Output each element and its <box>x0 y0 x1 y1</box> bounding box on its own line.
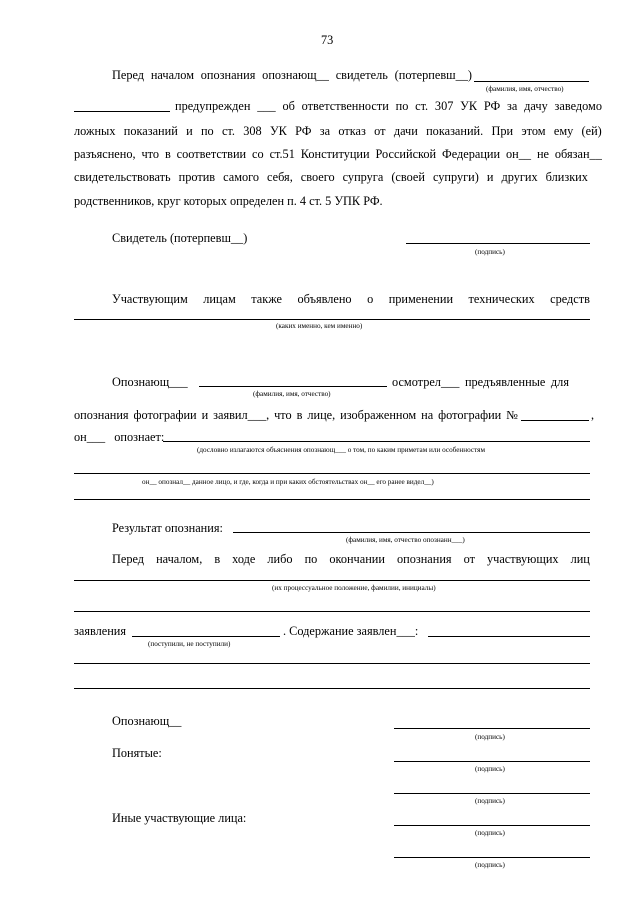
statements-field-1 <box>74 580 590 581</box>
word: При <box>491 124 514 138</box>
statements-received-field <box>132 636 280 637</box>
word: Перед <box>112 552 145 566</box>
word: от <box>463 552 475 566</box>
word: свидетельствовать <box>74 170 171 184</box>
word: супруги) <box>432 170 479 184</box>
technical-field <box>74 319 590 320</box>
word: Перед <box>112 68 145 82</box>
word: ___ <box>257 99 276 113</box>
word: УК <box>269 124 287 138</box>
word: в <box>214 552 221 566</box>
word: средств <box>550 292 590 306</box>
word: самого <box>223 170 260 184</box>
word: не <box>536 147 549 161</box>
word: об <box>282 99 295 113</box>
word: предупрежден <box>175 99 251 113</box>
examination-line-1-right <box>392 375 569 389</box>
witness-label: Свидетель (потерпевш__) <box>112 231 248 245</box>
statements-line <box>112 552 590 566</box>
word: опознания <box>74 408 129 422</box>
recognizes-field-3 <box>74 499 590 500</box>
word: Участвующим <box>112 292 188 306</box>
technical-line <box>112 292 590 306</box>
word: разъяснено, <box>74 147 136 161</box>
intro-line-5 <box>74 170 588 184</box>
word: ст.51 <box>269 147 295 161</box>
identifier-fio-field <box>199 386 387 387</box>
word: заведомо <box>554 99 602 113</box>
word: лице, <box>307 408 336 422</box>
other-2-signature-line <box>394 857 590 858</box>
word: РФ <box>295 124 312 138</box>
word: со <box>252 147 264 161</box>
word: и <box>201 408 209 422</box>
word: отказ <box>338 124 366 138</box>
word: этом <box>521 124 546 138</box>
word: других <box>501 170 538 184</box>
word: также <box>251 292 282 306</box>
word: № <box>506 408 518 422</box>
statements-label: заявления <box>74 624 127 638</box>
word: (ей) <box>581 124 602 138</box>
recognizes-field <box>163 441 590 442</box>
word: окончании <box>329 552 385 566</box>
word: за <box>507 99 518 113</box>
photo-number-comma: , <box>591 408 595 422</box>
fio-field-1 <box>474 81 589 82</box>
word: свидетель <box>335 68 388 82</box>
word: Федерации <box>442 147 501 161</box>
other-1-signature-caption: (подпись) <box>475 829 505 837</box>
word: обязан__ <box>554 147 602 161</box>
word: по <box>395 99 409 113</box>
statements-field-2 <box>74 611 590 612</box>
witness-2-signature-line <box>394 793 590 794</box>
word: по <box>200 124 214 138</box>
intro-line-4 <box>74 147 602 161</box>
intro-line-3 <box>74 124 602 138</box>
intro-line-2 <box>175 99 602 113</box>
statements-content-field-2 <box>74 663 590 664</box>
page-number: 73 <box>321 33 334 47</box>
word: Российской <box>375 147 437 161</box>
word: началом <box>150 68 194 82</box>
word: дачу <box>524 99 548 113</box>
word: осмотрел___ <box>392 375 460 389</box>
word: применении <box>388 292 454 306</box>
word: опознания <box>200 68 256 82</box>
word: началом, <box>156 552 203 566</box>
caption-verbatim: (дословно излагаются объяснения опознающ___ о том, по каким приметам или особенностям <box>197 446 485 454</box>
word: и <box>486 170 494 184</box>
result-field <box>233 532 590 533</box>
others-label: Иные участвующие лица: <box>112 811 247 825</box>
word: технических <box>468 292 535 306</box>
word: ст. <box>415 99 429 113</box>
intro-line-1 <box>112 68 472 82</box>
word: в <box>296 408 303 422</box>
word: опознающ__ <box>262 68 329 82</box>
result-caption: (фамилия, имя, отчество опознанн___) <box>346 536 465 544</box>
word: супруга <box>342 170 384 184</box>
statements-content-field <box>428 636 590 637</box>
witness-1-signature-caption: (подпись) <box>475 765 505 773</box>
word: себя, <box>267 170 293 184</box>
word: 308 <box>243 124 262 138</box>
word: участвующих <box>487 552 559 566</box>
witness-signature-line <box>406 243 590 244</box>
word: 307 <box>434 99 454 113</box>
word: либо <box>267 552 293 566</box>
word: дачи <box>393 124 418 138</box>
word: (своей <box>391 170 425 184</box>
word: РФ <box>483 99 501 113</box>
word: что <box>274 408 292 422</box>
other-1-signature-line <box>394 825 590 826</box>
identifier-signature-line <box>394 728 590 729</box>
witness-signature-caption: (подпись) <box>475 248 505 256</box>
word: опознания <box>396 552 452 566</box>
witnesses-label: Понятые: <box>112 746 162 760</box>
word: ходе <box>232 552 256 566</box>
word: (потерпевш__) <box>394 68 472 82</box>
word: ложных <box>74 124 116 138</box>
word: предъявленные <box>464 375 546 389</box>
intro-line-6: родственников, круг которых определен п. 4 ст. 5 УПК РФ. <box>74 194 383 208</box>
word: он__ <box>506 147 532 161</box>
word: о <box>367 292 374 306</box>
word: ему <box>553 124 574 138</box>
technical-caption: (каких именно, кем именно) <box>276 322 363 330</box>
word: лиц <box>570 552 590 566</box>
word: объявлено <box>297 292 352 306</box>
word: на <box>421 408 434 422</box>
word: фотографии <box>133 408 197 422</box>
word: УК <box>460 99 478 113</box>
word: близких <box>545 170 588 184</box>
word: от <box>374 124 386 138</box>
word: и <box>186 124 193 138</box>
other-2-signature-caption: (подпись) <box>475 861 505 869</box>
word: что <box>141 147 160 161</box>
recognizes-field-2 <box>74 473 590 474</box>
caption-fio-1: (фамилия, имя, отчество) <box>486 85 564 93</box>
word: соответствии <box>176 147 247 161</box>
witness-1-signature-line <box>394 761 590 762</box>
word: за <box>319 124 331 138</box>
examination-line-2 <box>74 408 518 422</box>
identifier-label: Опознающ___ <box>112 375 188 389</box>
caption-fio-2: (фамилия, имя, отчество) <box>253 390 331 398</box>
word: изображенном <box>340 408 417 422</box>
word: в <box>164 147 171 161</box>
word: ст. <box>221 124 235 138</box>
caption-status: (их процессуальное положение, фамилии, инициалы) <box>272 584 436 592</box>
recognizes-label: он___ опознает: <box>74 430 165 444</box>
word: по <box>304 552 318 566</box>
caption-recognized: он__ опознал__ данное лицо, и где, когда и при каких обстоятельствах он__ его ранее видел__) <box>142 478 434 486</box>
word: ответственности <box>301 99 389 113</box>
word: против <box>178 170 216 184</box>
word: для <box>550 375 569 389</box>
word: заявил___, <box>213 408 270 422</box>
witness-2-signature-caption: (подпись) <box>475 797 505 805</box>
statements-content-field-3 <box>74 688 590 689</box>
result-label: Результат опознания: <box>112 521 223 535</box>
statements-content-label: . Содержание заявлен___: <box>283 624 419 638</box>
word: фотографии <box>438 408 502 422</box>
identifier-sign-label: Опознающ__ <box>112 714 182 728</box>
word: Конституции <box>300 147 370 161</box>
caption-received: (поступили, не поступили) <box>148 640 231 648</box>
photo-number-field <box>521 420 589 421</box>
word: показаний. <box>426 124 484 138</box>
word: своего <box>300 170 335 184</box>
word: показаний <box>123 124 178 138</box>
word: лицам <box>203 292 236 306</box>
identifier-signature-caption: (подпись) <box>475 733 505 741</box>
name-field-warned <box>74 111 170 112</box>
